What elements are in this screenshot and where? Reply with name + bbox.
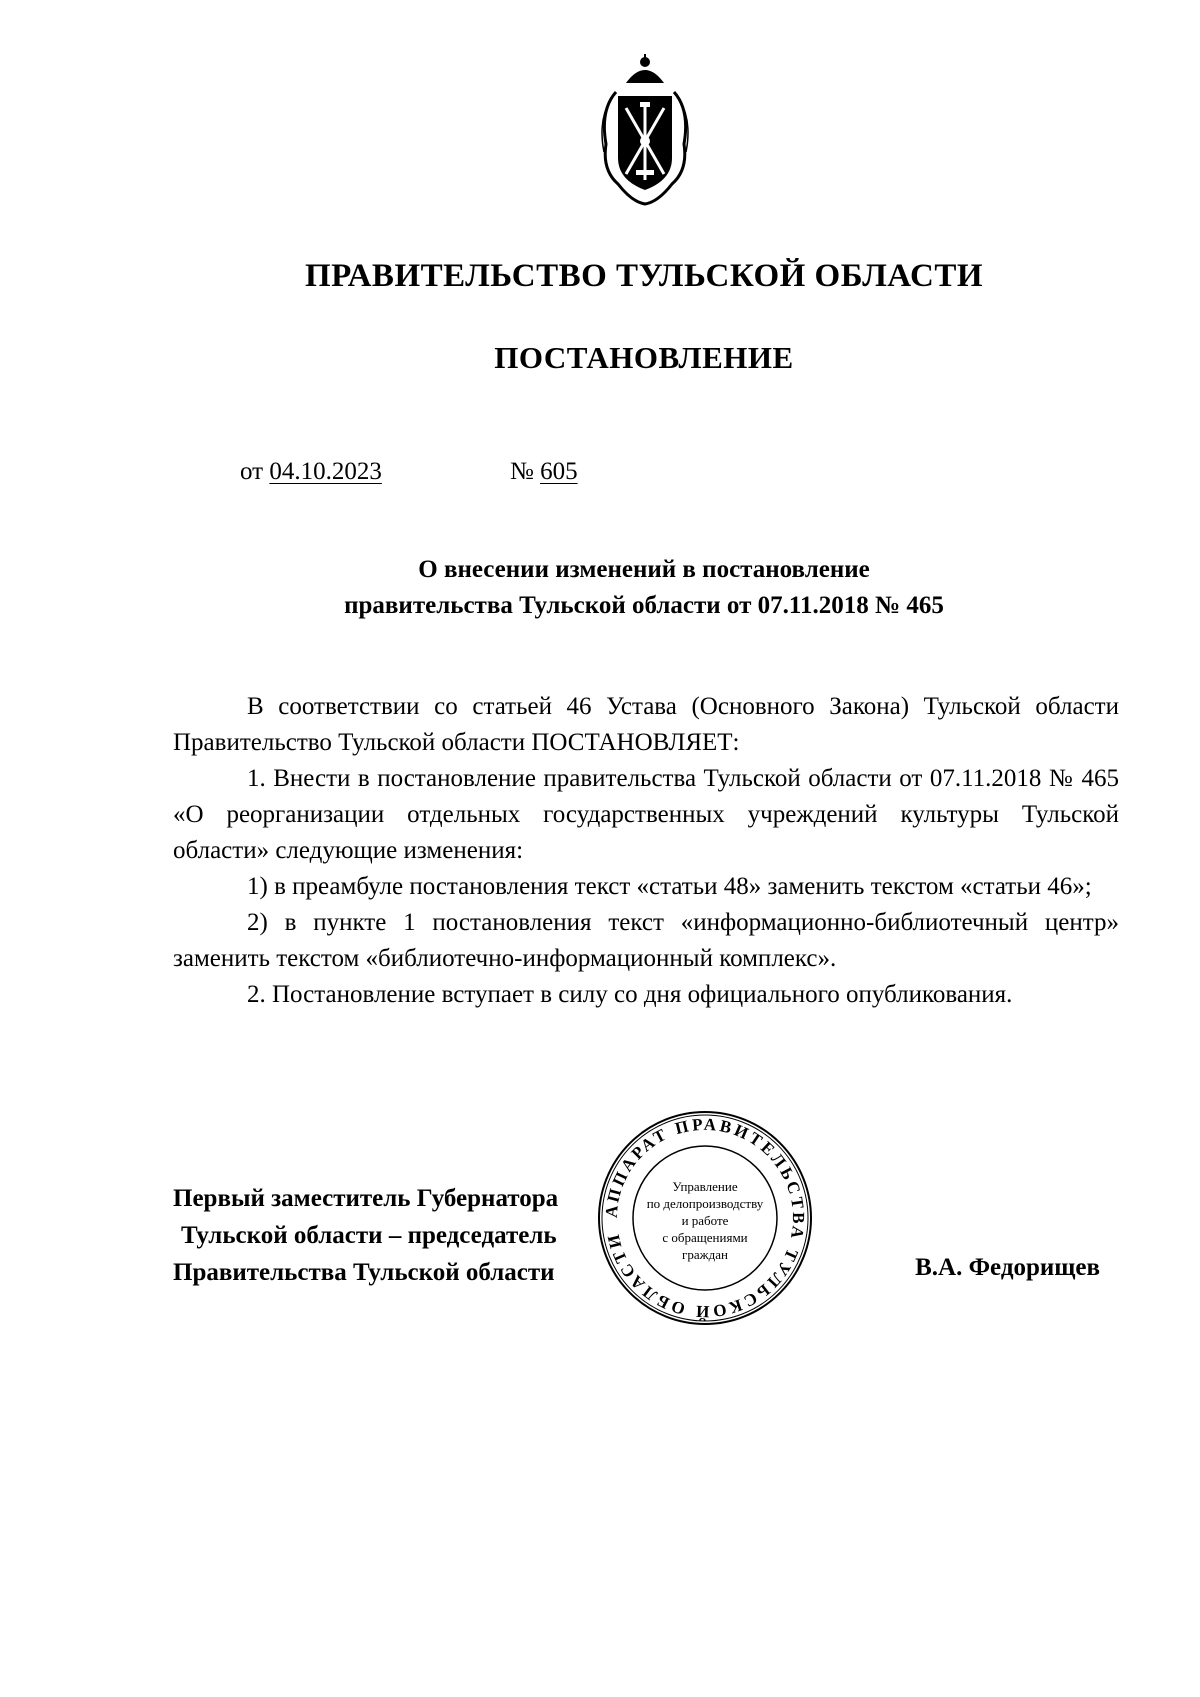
body-paragraph: 1) в преамбуле постановления текст «статьи 48» заменить текстом «статьи 46»;	[247, 873, 1092, 900]
organization-title: ПРАВИТЕЛЬСТВО ТУЛЬСКОЙ ОБЛАСТИ	[305, 258, 983, 294]
official-stamp	[595, 1108, 815, 1328]
stamp-center-line: граждан	[682, 1247, 728, 1262]
coat-of-arms-emblem	[588, 52, 702, 212]
body-paragraph: 2. Постановление вступает в силу со дня официального опубликования.	[247, 981, 1013, 1008]
date-prefix-label: от	[240, 458, 264, 485]
document-date-line	[240, 458, 382, 486]
signatory-position-line-3: Правительства Тульской области	[173, 1259, 555, 1286]
document-type-heading: ПОСТАНОВЛЕНИЕ	[494, 340, 794, 375]
signatory-position-line-2: Тульской области – председатель	[181, 1222, 557, 1249]
document-number-line	[510, 458, 578, 486]
subject-line-2: правительства Тульской области от 07.11.2018 № 465	[344, 592, 944, 619]
document-subject	[0, 552, 1200, 624]
body-paragraph: 2) в пункте 1 постановления текст «информационно-библиотечный центр» заменить текстом «библиотечно-информационный комплекс».	[173, 909, 1119, 972]
stamp-ring-text: АППАРАТ ПРАВИТЕЛЬСТВА ТУЛЬСКОЙ ОБЛАСТИ	[601, 1114, 809, 1322]
stamp-center-line: по делопроизводству	[646, 1196, 764, 1211]
subject-line-1: О внесении изменений в постановление	[418, 556, 870, 583]
signatory-name: В.А. Федорищев	[915, 1254, 1100, 1281]
document-body	[173, 689, 1119, 1013]
signatory-position-line-1: Первый заместитель Губернатора	[173, 1185, 559, 1212]
document-number: 605	[540, 458, 578, 485]
number-prefix-label: №	[510, 458, 534, 485]
document-date: 04.10.2023	[269, 458, 382, 485]
body-paragraph: 1. Внести в постановление правительства Тульской области от 07.11.2018 № 465 «О реорганизации отдельных государственных учреждений культуры Тульской области» следующие изменения:	[173, 765, 1119, 864]
stamp-center-line: с обращениями	[662, 1230, 748, 1245]
stamp-center-line: Управление	[672, 1179, 738, 1194]
body-paragraph: В соответствии со статьей 46 Устава (Основного Закона) Тульской области Правительство Тульской области ПОСТАНОВЛЯЕТ:	[173, 693, 1119, 756]
signatory-position	[173, 1180, 558, 1291]
stamp-center-line: и работе	[681, 1213, 729, 1228]
